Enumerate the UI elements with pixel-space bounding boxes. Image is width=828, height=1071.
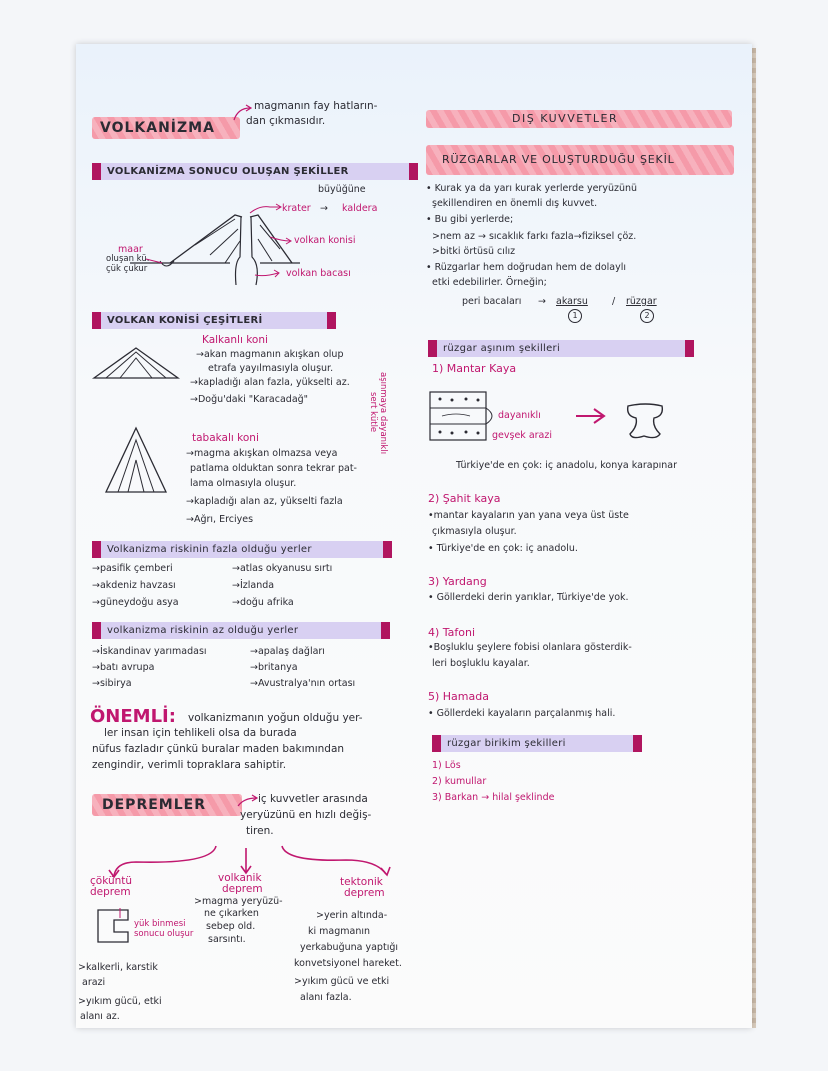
onemli-line-2: ler insan için tehlikeli olsa da burada: [104, 727, 297, 739]
fazla-header: Volkanizma riskinin fazla olduğu yerler: [92, 541, 392, 558]
volkanik-title-2: deprem: [222, 883, 263, 895]
volkanik-line-4: sarsıntı.: [208, 934, 246, 945]
volkanizma-def-2: dan çıkmasıdır.: [246, 115, 326, 127]
label-volkan-bacasi: volkan bacası: [286, 268, 351, 279]
ruzgar-banner-text: RÜZGARLAR VE OLUŞTURDUĞU ŞEKİL: [442, 153, 675, 166]
hamada-title: 5) Hamada: [428, 690, 489, 703]
dis-title: DIŞ KUVVETLER: [512, 112, 619, 125]
tafoni-line-2: leri boşluklu kayalar.: [432, 658, 530, 669]
sekiller-header: VOLKANİZMA SONUCU OLUŞAN ŞEKİLLER: [92, 163, 418, 180]
tektonik-title-1: tektonik: [340, 876, 383, 888]
label-maar-desc-2: çük çukur: [106, 264, 148, 274]
arrow-text: →: [320, 203, 328, 214]
tabakali-line-4: →kapladığı alan az, yükselti fazla: [186, 496, 343, 507]
deprem-def-3: tiren.: [246, 825, 274, 837]
slash-text: /: [612, 296, 616, 307]
volkanik-line-1: >magma yeryüzü-: [194, 896, 283, 907]
circle-num-1: 1: [568, 309, 582, 323]
onemli-line-1: volkanizmanın yoğun olduğu yer-: [188, 712, 363, 724]
tabakali-line-2: patlama olduktan sonra tekrar pat-: [190, 463, 357, 474]
fazla-left-2: →akdeniz havzası: [92, 580, 176, 591]
tabakali-title: tabakalı koni: [192, 432, 259, 444]
tabakali-line-1: →magma akışkan olmazsa veya: [186, 448, 338, 459]
fazla-right-3: →doğu afrika: [232, 597, 294, 608]
onemli-label: ÖNEMLİ:: [90, 706, 176, 727]
az-left-3: →sibirya: [92, 678, 132, 689]
birikim-2: 2) kumullar: [432, 776, 487, 787]
fazla-left-1: →pasifik çemberi: [92, 563, 173, 574]
kalkan-title: Kalkanlı koni: [202, 334, 268, 346]
deprem-def-2: yeryüzünü en hızlı değiş-: [240, 809, 372, 821]
kalkan-line-1: →akan magmanın akışkan olup: [196, 349, 344, 360]
volkanizma-def-1: magmanın fay hatların-: [254, 100, 378, 112]
cokuntu-line-4: alanı az.: [80, 1011, 120, 1022]
depremler-title: DEPREMLER: [102, 797, 206, 813]
akarsu-label: akarsu: [556, 296, 588, 307]
tafoni-title: 4) Tafoni: [428, 626, 476, 639]
tektonik-line-6: alanı fazla.: [300, 992, 352, 1003]
mantar-gevsek: gevşek arazi: [492, 430, 552, 441]
label-maar: maar: [118, 244, 143, 255]
peri-label: peri bacaları: [462, 296, 522, 307]
side-note-2: sert kütle: [368, 392, 378, 433]
tabakali-line-3: lama olmasıyla oluşur.: [190, 478, 297, 489]
kalkan-line-4: →Doğu'daki "Karacadağ": [190, 394, 309, 405]
onemli-line-4: zengindir, verimli topraklara sahiptir.: [92, 759, 287, 771]
cokuntu-line-1: >kalkerli, karstik: [78, 962, 158, 973]
az-header: volkanizma riskinin az olduğu yerler: [92, 622, 390, 639]
koni-header: VOLKAN KONİSİ ÇEŞİTLERİ: [92, 312, 336, 329]
ruzgar-line-1: • Kurak ya da yarı kurak yerlerde yeryüzünü: [426, 183, 638, 194]
mantar-title: 1) Mantar Kaya: [432, 362, 517, 375]
tektonik-line-1: >yerin altında-: [316, 910, 388, 921]
tektonik-title-2: deprem: [344, 887, 385, 899]
fazla-right-1: →atlas okyanusu sırtı: [232, 563, 333, 574]
ruzgar-label: rüzgar: [626, 296, 657, 307]
kalkan-koni-icon: [92, 344, 182, 384]
cokuntu-line-2: arazi: [82, 977, 106, 988]
label-kaldera: kaldera: [342, 203, 378, 214]
fazla-right-2: →İzlanda: [232, 580, 275, 591]
ruzgar-line-3: • Bu gibi yerlerde;: [426, 214, 514, 225]
tabakali-koni-icon: [104, 426, 174, 498]
cokuntu-title-1: çöküntü: [90, 875, 133, 887]
side-note-1: aşınmaya dayanıklı: [378, 372, 388, 455]
yardang-line-1: • Göllerdeki derin yarıklar, Türkiye'de yok.: [428, 592, 629, 603]
az-right-2: →britanya: [250, 662, 298, 673]
volkanik-title-1: volkanik: [218, 872, 262, 884]
az-left-1: →İskandinav yarımadası: [92, 646, 207, 657]
cokuntu-title-2: deprem: [90, 886, 131, 898]
ruzgar-line-2: şekillendiren en önemli dış kuvvet.: [432, 198, 598, 209]
kalkan-line-3: →kapladığı alan fazla, yükselti az.: [190, 377, 350, 388]
label-krater: krater: [282, 203, 311, 214]
ruzgar-line-6: • Rüzgarlar hem doğrudan hem de dolaylı: [426, 262, 627, 273]
mantar-dayanikli: dayanıklı: [498, 410, 541, 421]
cokuntu-note-2: sonucu oluşur: [134, 929, 194, 939]
sahit-line-3: • Türkiye'de en çok: iç anadolu.: [428, 543, 578, 554]
az-left-2: →batı avrupa: [92, 662, 155, 673]
mantar-turkiye: Türkiye'de en çok: iç anadolu, konya karapınar: [456, 460, 678, 471]
sahit-title: 2) Şahit kaya: [428, 492, 501, 505]
kalkan-line-2: etrafa yayılmasıyla oluşur.: [208, 363, 334, 374]
birikim-3: 3) Barkan → hilal şeklinde: [432, 792, 555, 803]
cokuntu-note-1: yük binmesi: [134, 919, 186, 929]
hamada-line-1: • Göllerdeki kayaların parçalanmış hali.: [428, 708, 616, 719]
tektonik-line-2: ki magmanın: [308, 926, 371, 937]
birikim-header: rüzgar birikim şekilleri: [432, 735, 642, 752]
az-right-3: →Avustralya'nın ortası: [250, 678, 356, 689]
label-maar-desc-1: oluşan kü.: [106, 254, 150, 264]
sahit-line-1: •mantar kayaların yan yana veya üst üste: [428, 510, 629, 521]
onemli-line-3: nüfus fazladır çünkü buralar maden bakımından: [92, 743, 345, 755]
volkanik-line-3: sebep old.: [206, 921, 256, 932]
volkanizma-title: VOLKANİZMA: [100, 120, 215, 136]
cave-icon: [96, 906, 136, 946]
cokuntu-line-3: >yıkım gücü, etki: [78, 996, 162, 1007]
fazla-left-3: →güneydoğu asya: [92, 597, 179, 608]
tektonik-line-4: konvetsiyonel hareket.: [294, 958, 402, 969]
tafoni-line-1: •Boşluklu şeylere fobisi olanlara gösterdik-: [428, 642, 632, 653]
ruzgar-line-7: etki edebilirler. Örneğin;: [432, 277, 547, 288]
deprem-def-1: iç kuvvetler arasında: [258, 793, 368, 805]
mushroom-rock-icon: [622, 402, 668, 442]
yardang-title: 3) Yardang: [428, 575, 487, 588]
tabakali-line-5: →Ağrı, Erciyes: [186, 514, 254, 525]
asinim-header: rüzgar aşınım şekilleri: [428, 340, 694, 357]
sahit-line-2: çıkmasıyla oluşur.: [432, 526, 517, 537]
az-right-1: →apalaş dağları: [250, 646, 325, 657]
ruzgar-line-4: >nem az → sıcaklık farkı fazla→fiziksel çöz.: [426, 231, 637, 242]
tektonik-line-3: yerkabuğuna yaptığı: [300, 942, 399, 953]
volkanik-line-2: ne çıkarken: [204, 908, 259, 919]
label-volkan-konisi: volkan konisi: [294, 235, 356, 246]
label-buyugune: büyüğüne: [318, 184, 366, 195]
arrow-text: →: [538, 296, 546, 307]
birikim-1: 1) Lös: [432, 760, 461, 771]
ruzgar-line-5: >bitki örtüsü cılız: [426, 246, 516, 257]
tektonik-line-5: >yıkım gücü ve etki: [294, 976, 390, 987]
circle-num-2: 2: [640, 309, 654, 323]
